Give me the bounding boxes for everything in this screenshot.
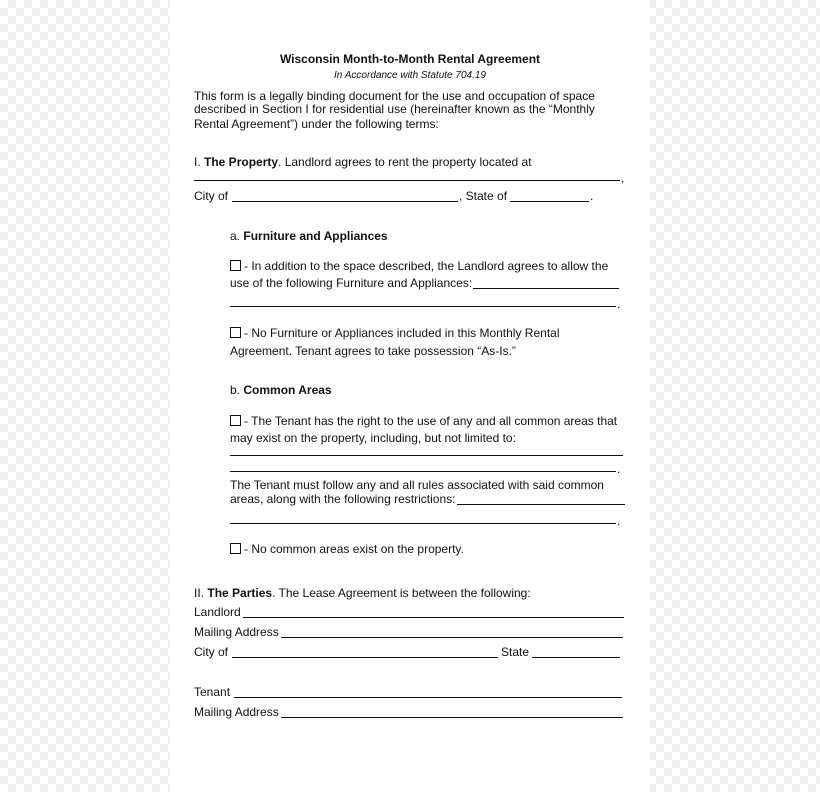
furniture-option-2-checkbox[interactable]	[230, 327, 241, 338]
restrictions-line-1[interactable]	[457, 504, 625, 505]
common-rules-line1: The Tenant must follow any and all rules associated with said common	[230, 478, 604, 492]
common-option-1-line2: may exist on the property, including, but not limited to:	[230, 431, 516, 445]
furniture-list-line-2[interactable]	[230, 306, 616, 307]
furniture-period: .	[617, 297, 621, 311]
furniture-option-1-line1: - In addition to the space described, the Landlord agrees to allow the	[244, 259, 609, 273]
property-address-line[interactable]	[194, 180, 620, 181]
furniture-label: a.	[230, 229, 241, 243]
city-label: City of	[194, 189, 229, 203]
state-line[interactable]	[510, 201, 589, 202]
landlord-city-label: City of	[194, 645, 229, 659]
landlord-label: Landlord	[194, 605, 241, 619]
document-page	[170, 0, 650, 792]
landlord-state-label: State	[501, 645, 530, 659]
furniture-list-line-1[interactable]	[473, 288, 619, 289]
furniture-option-2-line2: Agreement. Tenant agrees to take possession “As-Is.”	[230, 344, 516, 358]
section2-number: II.	[194, 586, 205, 600]
common-areas-heading: Common Areas	[243, 383, 332, 397]
landlord-mailing-label: Mailing Address	[194, 625, 279, 639]
tenant-mailing-line[interactable]	[281, 717, 623, 718]
common-option-1-checkbox[interactable]	[230, 415, 241, 426]
section1-number: I.	[194, 155, 201, 169]
furniture-heading: Furniture and Appliances	[243, 229, 388, 243]
state-period: .	[590, 189, 594, 203]
restrictions-period: .	[617, 514, 621, 528]
intro-line-2: described in Section I for residential use (hereinafter known as the “Monthly	[194, 102, 595, 116]
restrictions-line-2[interactable]	[230, 523, 616, 524]
section1-heading-line	[194, 155, 532, 169]
furniture-option-1-line2: use of the following Furniture and Appliances:	[230, 276, 473, 290]
landlord-mailing-line[interactable]	[281, 637, 623, 638]
section2-text: . The Lease Agreement is between the following:	[272, 586, 531, 600]
tenant-mailing-label: Mailing Address	[194, 705, 279, 719]
landlord-line[interactable]	[243, 617, 624, 618]
furniture-option-2	[230, 326, 560, 340]
section2-heading: The Parties	[207, 586, 273, 600]
common-option-1	[230, 414, 617, 428]
intro-line-3: Rental Agreement”) under the following terms:	[194, 117, 439, 131]
section1-heading: The Property	[204, 155, 279, 169]
document-title: Wisconsin Month-to-Month Rental Agreement	[279, 52, 541, 66]
address-comma: ,	[621, 171, 625, 185]
common-rules-line2: areas, along with the following restrictions:	[230, 492, 456, 506]
state-label: , State of	[459, 189, 508, 203]
common-areas-label: b.	[230, 383, 241, 397]
furniture-option-1	[230, 259, 608, 273]
common-option-2-text: - No common areas exist on the property.	[244, 542, 464, 556]
common-areas-line-2[interactable]	[230, 471, 616, 472]
landlord-city-line[interactable]	[232, 657, 498, 658]
common-option-2	[230, 542, 464, 556]
furniture-heading-line	[230, 229, 388, 243]
intro-line-1: This form is a legally binding document for the use and occupation of space	[194, 89, 595, 103]
common-areas-heading-line	[230, 383, 332, 397]
city-line[interactable]	[232, 201, 458, 202]
section2-heading-line	[194, 586, 531, 600]
common-option-2-checkbox[interactable]	[230, 543, 241, 554]
section1-text: . Landlord agrees to rent the property located at	[278, 155, 532, 169]
tenant-line[interactable]	[234, 697, 622, 698]
common-option-1-line1: - The Tenant has the right to the use of any and all common areas that	[244, 414, 618, 428]
common-areas-line-1[interactable]	[230, 455, 623, 456]
common-areas-period: .	[617, 462, 621, 476]
furniture-option-2-line1: - No Furniture or Appliances included in this Monthly Rental	[244, 326, 560, 340]
landlord-state-line[interactable]	[532, 657, 620, 658]
tenant-label: Tenant	[194, 685, 231, 699]
furniture-option-1-checkbox[interactable]	[230, 260, 241, 271]
document-subtitle: In Accordance with Statute 704.19	[334, 70, 486, 81]
